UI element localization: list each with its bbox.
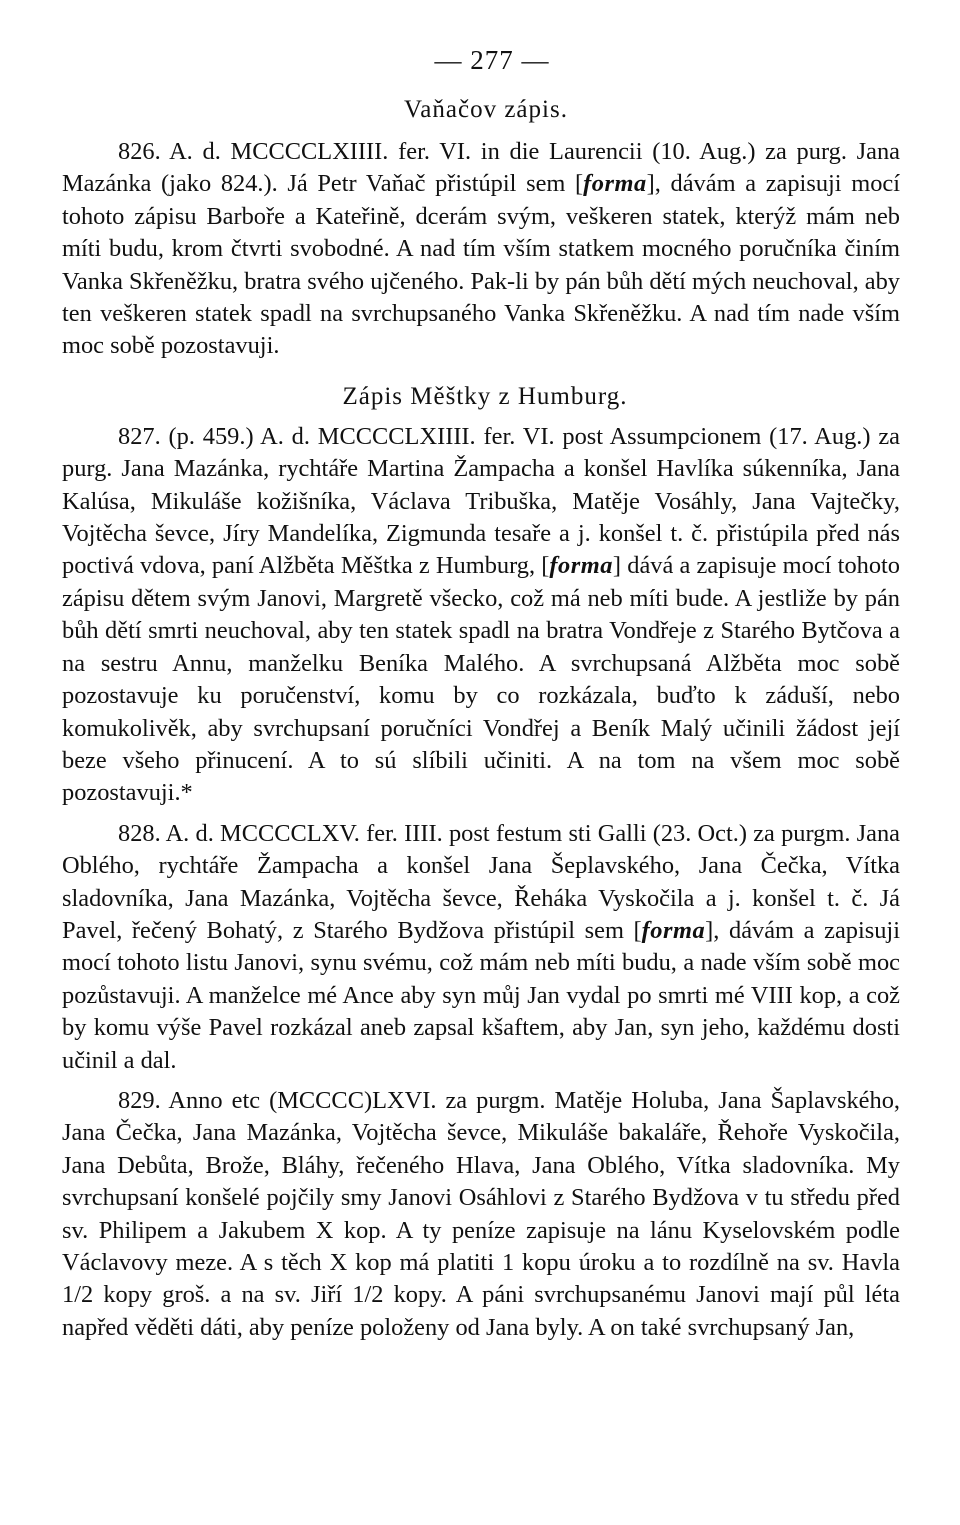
entry-829-text-a: 829. Anno etc (MCCCC)LXVI. za purgm. Matěje Holuba, Jana Šaplavského, Jana Čečka, Jana Mazánka, Vojtěcha ševce, Mikuláše bakaláře, Řehoře Vyskočila, Jana Debůta, Brože, Bláhy, řečeného Hlava, Jana Oblého, Vítka sladovníka. My svrchupsaní konšelé pojčily smy Janovi Osáhlovi z Starého Bydžova v tu středu před sv. Philipem a Jakubem X kop. A ty peníze zapisuje na lánu Kyselovském podle Václavovy meze. A s těch X kop má platiti 1 kopu úroku a to rozdílně na sv. Havla bbox=[62, 1086, 900, 1276]
entry-826-text-b: ], dávám a zapisuji mocí tohoto zápisu Barboře a Kateřině, dcerám svým, veškeren statek, kterýž mám neb míti budu, krom čtvrti svobodné. A nad tím vším statkem mocného poručníka činím Vanka Skřeněžku, bratra svého ujčeného. Pak-li by pán bůh dětí mých neuchoval, aby ten veškeren statek spadl na svrchupsaného Vanka Skřeněžku. A nad tím nade vším moc sobě pozostavuji. bbox=[62, 170, 900, 360]
entry-829-text-c: kopy. A páni svrchupsanému Janovi mají půl léta napřed věděti dáti, aby peníze položeny od Jana byly. A on také svrchupsaný Jan, bbox=[62, 1281, 900, 1341]
entry-829-text-b: kopy groš. a na sv. Jiří bbox=[93, 1281, 353, 1309]
document-page bbox=[62, 40, 900, 1344]
entry-827-text-b: ] dává a zapisuje mocí tohoto zápisu dětem svým Janovi, Margretě všecko, což má neb míti bude. A jestliže by pán bůh dětí smrti neuchoval, aby ten statek spadl na bratra Vondřeje z Starého Bytčova a na sestru Annu, manželku Beníka Malého. A svrchupsaná Alžběta moc sobě pozostavuje ku poručenství, komu by co rozkázala, buďto k záduší, nebo komukolivěk, aby svrchupsaní poručníci Vondřej a Beník Malý učinili žádost její beze všeho přinucení. A to sú slíbili učiniti. A na tom na všem moc sobě pozostavuji.* bbox=[62, 552, 901, 807]
forma-italic: forma bbox=[641, 916, 706, 944]
entry-828-text-b: ], dávám a zapisuji mocí tohoto listu Janovi, synu svému, což mám neb míti budu, a nade vším sobě moc pozůstavuji. A manželce mé Ance aby syn můj Jan vydal po smrti mé VIII kop, a což by komu výše Pavel rozkázal aneb zapsal kšaftem, aby Jan, syn jeho, každému dosti učinil a dal. bbox=[62, 916, 900, 1074]
entry-827-text-a: 827. (p. 459.) A. d. MCCCCLXIIII. fer. VI. post Assumpcionem (17. Aug.) za purg. Jana Mazánka, rychtáře Martina Žampacha a konšel Havlíka súkenníka, Jana Kalúsa, Mikuláše kožišníka, Václava Tribuška, Matěje Vosáhly, Jana Vajtečky, Vojtěcha ševce, Jíry Mandelíka, Zigmunda tesaře a j. konšel t. č. přistúpila před nás poctivá vdova, paní Alžběta Měštka z Humburg, [ bbox=[62, 422, 900, 580]
section-title-mestka: Zápis Měštky z Humburg. bbox=[342, 382, 628, 410]
section-title-vanacov: Vaňačov zápis. bbox=[404, 96, 568, 123]
entry-829 bbox=[62, 1085, 900, 1344]
fraction-half: 1/2 bbox=[352, 1281, 384, 1309]
entry-826-text-a: 826. A. d. MCCCCLXIIII. fer. VI. in die Laurencii (10. Aug.) za purg. Jana Mazánka (jako 824.). Já Petr Vaňač přistúpil sem [ bbox=[62, 138, 900, 198]
entry-828-text-a: 828. A. d. MCCCCLXV. fer. IIII. post festum sti Galli (23. Oct.) za purgm. Jana Oblého, rychtáře Žampacha a konšel Jana Šeplavského, Jana Čečka, Vítka sladovníka, Jana Mazánka, Vojtěcha ševce, Řeháka Vyskočila a j. konšel t. č. Já Pavel, řečený Bohatý, z Starého Bydžova přistúpil sem [ bbox=[62, 819, 900, 944]
entry-826 bbox=[62, 136, 900, 363]
forma-italic: forma bbox=[549, 552, 613, 580]
fraction-half: 1/2 bbox=[62, 1281, 94, 1309]
entry-827 bbox=[62, 421, 900, 810]
page-number: — 277 — bbox=[434, 45, 550, 75]
entry-828 bbox=[62, 818, 900, 1077]
forma-italic: forma bbox=[583, 170, 647, 198]
